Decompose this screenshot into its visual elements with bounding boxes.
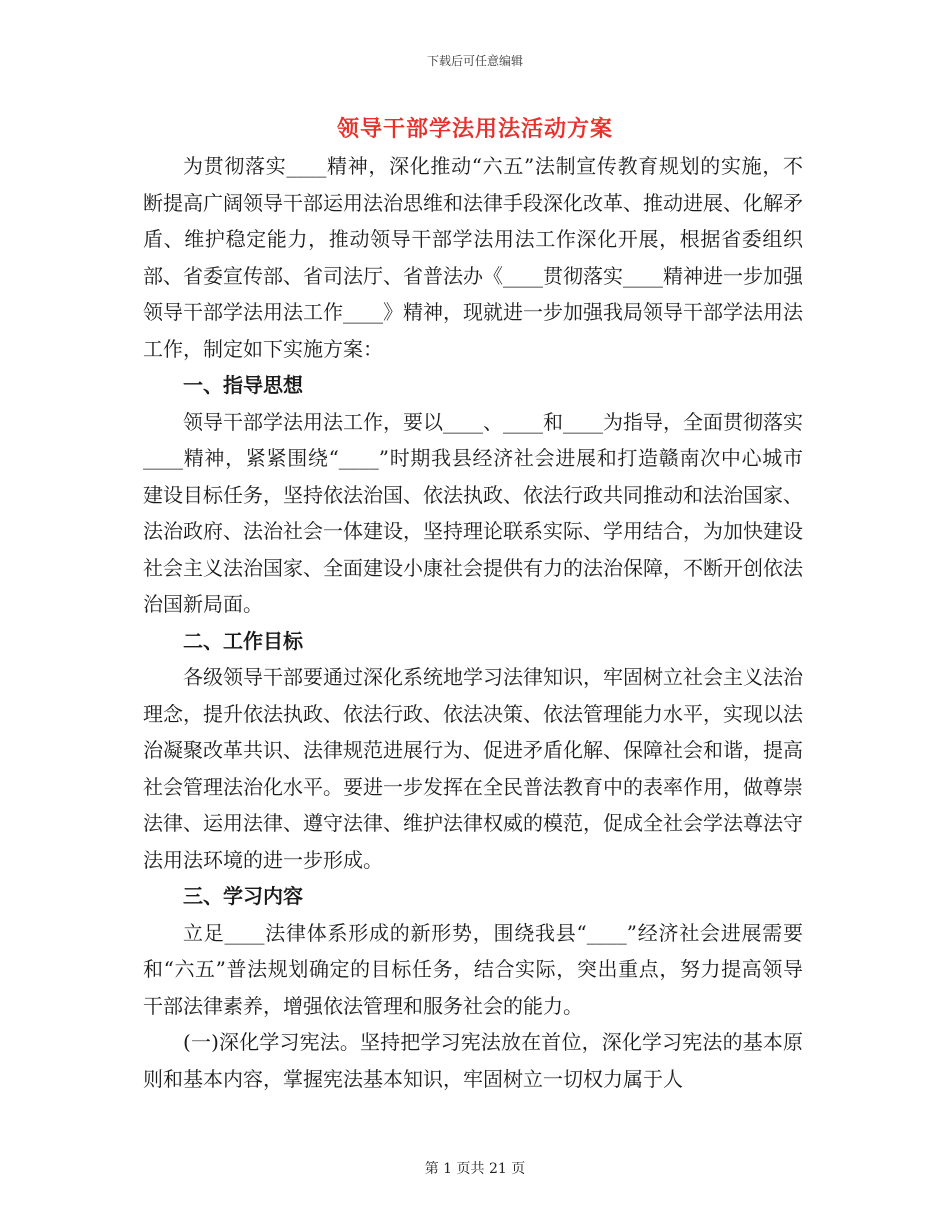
page-number-footer: 第 1 页共 21 页 bbox=[424, 1161, 526, 1177]
section-heading-study-content: 三、学习内容 bbox=[183, 884, 303, 908]
paragraph-study-content: 立足____法律体系形成的新形势，围绕我县“____”经济社会进展需要和“六五”普法规划确定的目标任务，结合实际，突出重点，努力提高领导干部法律素养，增强依法管理和服务社会的能力。 bbox=[143, 920, 803, 1018]
paragraph-constitution: (一)深化学习宪法。坚持把学习宪法放在首位，深化学习宪法的基本原则和基本内容，掌握宪法基本知识，牢固树立一切权力属于人 bbox=[143, 1030, 803, 1091]
document-body bbox=[143, 148, 803, 1097]
header-note: 下载后可任意编辑 bbox=[426, 54, 523, 68]
paragraph-intro: 为贯彻落实____精神，深化推动“六五”法制宣传教育规划的实施，不断提高广阔领导干部运用法治思维和法律手段深化改革、推动进展、化解矛盾、维护稳定能力，推动领导干部学法用法工作深化开展，根据省委组织部、省委宣传部、省司法厅、省普法办《____贯彻落实____精神进一步加强领导干部学法用法工作____》精神，现就进一步加强我局领导干部学法用法工作，制定如下实施方案： bbox=[143, 154, 803, 361]
section-heading-work-goals: 二、工作目标 bbox=[183, 628, 303, 653]
section-heading-guiding-thought: 一、指导思想 bbox=[183, 373, 303, 397]
paragraph-guiding-thought: 领导干部学法用法工作，要以____、____和____为指导，全面贯彻落实____精神，紧紧围绕“____”时期我县经济社会进展和打造赣南次中心城市建设目标任务，坚持依法治国、依法执政、依法行政共同推动和法治国家、法治政府、法治社会一体建设，坚持理论联系实际、学用结合，为加快建设社会主义法治国家、全面建设小康社会提供有力的法治保障，不断开创依法治国新局面。 bbox=[143, 409, 803, 616]
document-title: 领导干部学法用法活动方案 bbox=[336, 117, 613, 142]
paragraph-work-goals: 各级领导干部要通过深化系统地学习法律知识，牢固树立社会主义法治理念，提升依法执政、依法行政、依法决策、依法管理能力水平，实现以法治凝聚改革共识、法律规范进展行为、促进矛盾化解、保障社会和谐，提高社会管理法治化水平。要进一步发挥在全民普法教育中的表率作用，做尊崇法律、运用法律、遵守法律、维护法律权威的模范，促成全社会学法尊法守法用法环境的进一步形成。 bbox=[143, 665, 803, 872]
